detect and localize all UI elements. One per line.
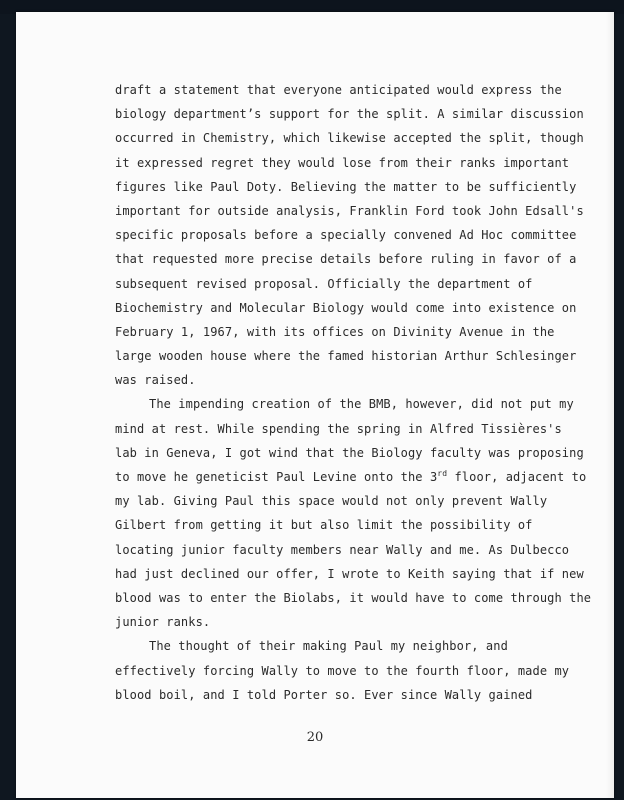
text-line bbox=[115, 344, 577, 368]
text-line bbox=[115, 151, 570, 175]
text-line-content: occurred in Chemistry, which likewise accepted the split, though bbox=[115, 131, 584, 146]
text-line bbox=[115, 634, 545, 658]
text-line-content: Biochemistry and Molecular Biology would come into existence on bbox=[115, 300, 577, 315]
text-line bbox=[115, 296, 577, 320]
text-line-content: it expressed regret they would lose from their ranks important bbox=[115, 155, 570, 170]
text-line bbox=[115, 683, 545, 707]
page-number: 20 bbox=[306, 730, 324, 745]
text-line-content: effectively forcing Wally to move to the fourth floor, made my bbox=[115, 663, 570, 678]
text-line bbox=[115, 392, 574, 416]
text-line-content: mind at rest. While spending the spring in Alfred Tissières's bbox=[115, 421, 562, 436]
text-line bbox=[115, 659, 570, 683]
text-line-content: lab in Geneva, I got wind that the Biology faculty was proposing bbox=[115, 445, 584, 460]
text-line-content: draft a statement that everyone anticipated would express the bbox=[115, 83, 562, 97]
text-line-content: Gilbert from getting it but also limit the possibility of bbox=[115, 518, 533, 533]
text-line-content: junior ranks. bbox=[115, 615, 211, 630]
text-line-content: biology department’s support for the split. A similar discussion bbox=[115, 107, 584, 122]
text-line-content: The thought of their making Paul my neighbor, and bbox=[149, 639, 508, 654]
text-line bbox=[115, 320, 555, 344]
text-line bbox=[115, 562, 584, 586]
text-line-content: subsequent revised proposal. Officially the department of bbox=[115, 276, 533, 291]
text-line-content: figures like Paul Doty. Believing the matter to be sufficiently bbox=[115, 179, 577, 194]
superscript: rd bbox=[437, 469, 448, 478]
text-line-content: specific proposals before a specially convened Ad Hoc committee bbox=[115, 228, 577, 243]
text-line bbox=[115, 513, 545, 537]
text-line bbox=[115, 78, 562, 102]
text-line bbox=[115, 272, 545, 296]
text-line bbox=[115, 126, 584, 150]
text-line bbox=[115, 368, 545, 392]
text-line bbox=[115, 199, 584, 223]
text-line-content: blood boil, and I told Porter so. Ever since Wally gained bbox=[115, 687, 533, 702]
text-line-continuation: floor, adjacent to bbox=[447, 470, 587, 484]
text-line-content: was raised. bbox=[115, 373, 196, 388]
text-line-content: blood was to enter the Biolabs, it would have to come through the bbox=[115, 590, 592, 605]
text-line-content: to move he geneticist Paul Levine onto the 3 bbox=[115, 470, 438, 484]
text-line bbox=[115, 465, 587, 489]
text-line-content: my lab. Giving Paul this space would not only prevent Wally bbox=[115, 494, 548, 509]
text-line-content: that requested more precise details before ruling in favor of a bbox=[115, 252, 577, 267]
body-text bbox=[115, 78, 592, 707]
text-line bbox=[115, 610, 545, 634]
text-line-content: February 1, 1967, with its offices on Divinity Avenue in the bbox=[115, 324, 555, 339]
text-line bbox=[115, 441, 584, 465]
text-line bbox=[115, 175, 577, 199]
text-line-content: The impending creation of the BMB, however, did not put my bbox=[149, 397, 574, 412]
text-line-content: important for outside analysis, Franklin Ford took John Edsall's bbox=[115, 203, 584, 218]
text-line bbox=[115, 489, 548, 513]
text-line bbox=[115, 223, 577, 247]
text-line-content: had just declined our offer, I wrote to Keith saying that if new bbox=[115, 566, 584, 581]
text-line-content: large wooden house where the famed historian Arthur Schlesinger bbox=[115, 349, 577, 364]
text-line bbox=[115, 247, 577, 271]
text-line bbox=[115, 102, 584, 126]
text-line bbox=[115, 417, 562, 441]
text-line bbox=[115, 538, 570, 562]
text-line-content: locating junior faculty members near Wally and me. As Dulbecco bbox=[115, 542, 570, 557]
document-page bbox=[16, 12, 614, 798]
text-line bbox=[115, 586, 592, 610]
